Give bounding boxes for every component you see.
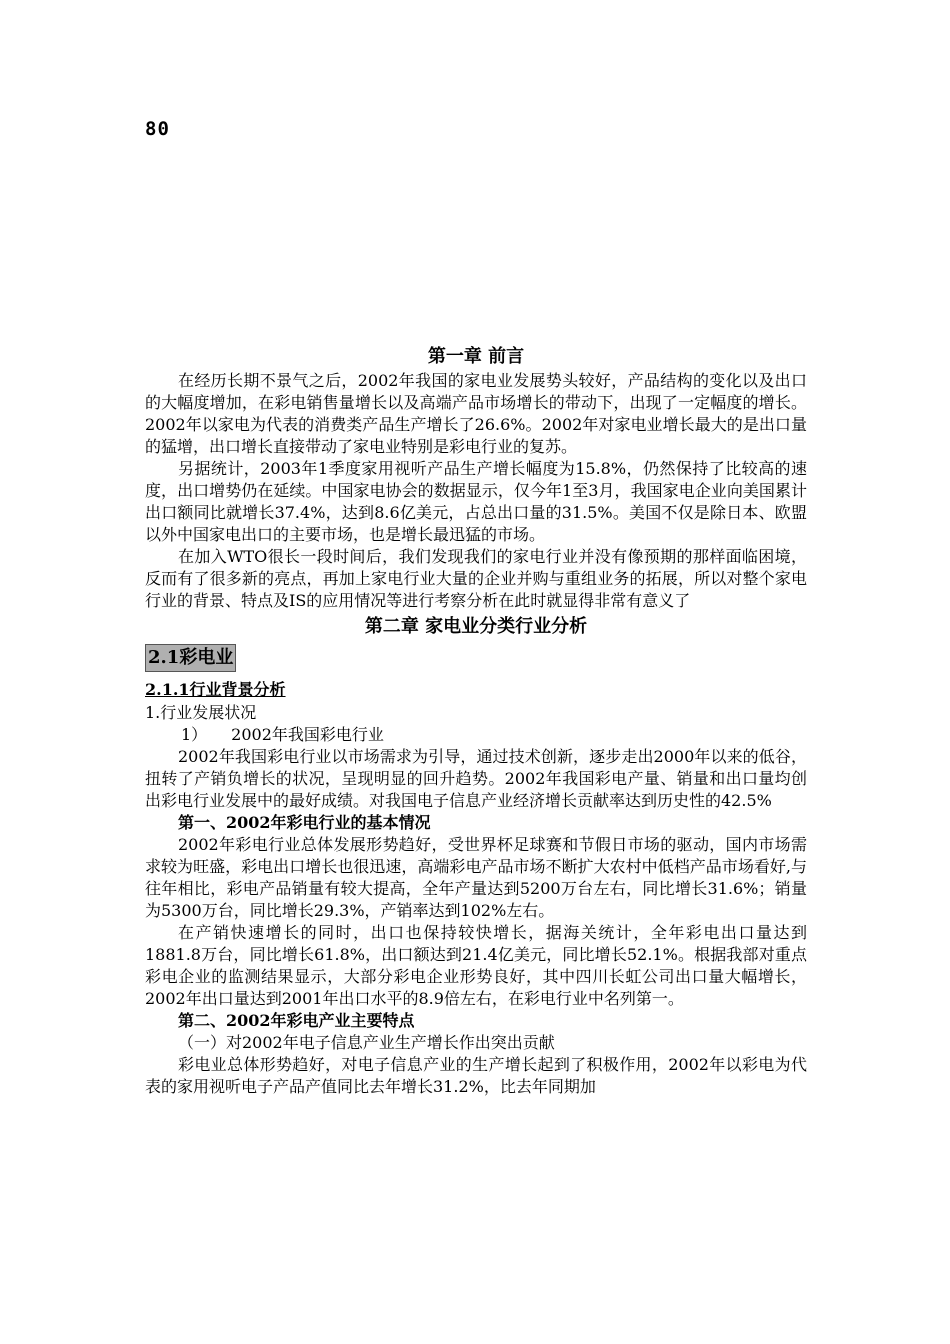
list-item-b1: （一）对2002年电子信息产业生产增长作出突出贡献 — [178, 1033, 555, 1052]
paragraph-1: 2002年我国彩电行业以市场需求为引导，通过技术创新，逐步走出2000年以来的低谷，扭转了产销负增长的状况，呈现明显的回升趋势。2002年我国彩电产量、销量和出口量均创出彩电行业发展中的最好成绩。对我国电子信息产业经济增长贡献率达到历史性的42.5% — [145, 747, 807, 810]
section-heading: 2.1彩电业 — [145, 644, 236, 672]
section-heading-wrapper — [145, 644, 807, 672]
chapter2-title: 第二章 家电业分类行业分析 — [364, 616, 588, 637]
document-body — [145, 344, 807, 1098]
heading-main-features: 第二、2002年彩电产业主要特点 — [178, 1011, 415, 1030]
heading-basic-situation: 第一、2002年彩电行业的基本情况 — [178, 813, 431, 832]
paragraph-4: 彩电业总体形势趋好，对电子信息产业的生产增长起到了积极作用，2002年以彩电为代表的家用视听电子产品产值同比去年增长31.2%，比去年同期加 — [145, 1055, 807, 1096]
chapter1-paragraph-1: 在经历长期不景气之后，2002年我国的家电业发展势头较好，产品结构的变化以及出口的大幅度增加，在彩电销售量增长以及高端产品市场增长的带动下，出现了一定幅度的增长。2002年以家电为代表的消费类产品生产增长了26.6%。2002年对家电业增长最大的是出口量的猛增，出口增长直接带动了家电业特别是彩电行业的复苏。 — [145, 371, 807, 456]
chapter1-paragraph-2: 另据统计，2003年1季度家用视听产品生产增长幅度为15.8%，仍然保持了比较高的速度，出口增势仍在延续。中国家电协会的数据显示，仅今年1至3月，我国家电企业向美国累计出口额同比就增长37.4%，达到8.6亿美元，占总出口量的31.5%。美国不仅是除日本、欧盟以外中国家电出口的主要市场，也是增长最迅猛的市场。 — [145, 459, 807, 544]
paragraph-3: 在产销快速增长的同时，出口也保持较快增长，据海关统计，全年彩电出口量达到1881.8万台，同比增长61.8%，出口额达到21.4亿美元，同比增长52.1%。根据我部对重点彩电企业的监测结果显示，大部分彩电企业形势良好，其中四川长虹公司出口量大幅增长，2002年出口量达到2001年出口水平的8.9倍左右，在彩电行业中名列第一。 — [145, 923, 807, 1008]
chapter1-paragraph-3: 在加入WTO很长一段时间后，我们发现我们的家电行业并没有像预期的那样面临困境，反而有了很多新的亮点，再加上家电行业大量的企业并购与重组业务的拓展，所以对整个家电行业的背景、特点及IS的应用情况等进行考察分析在此时就显得非常有意义了 — [145, 547, 807, 610]
page-number: 80 — [145, 118, 170, 140]
chapter1-title: 第一章 前言 — [427, 346, 525, 367]
subsection-heading: 2.1.1行业背景分析 — [145, 680, 286, 699]
list-subitem-1: 1） 2002年我国彩电行业 — [181, 725, 384, 744]
paragraph-2: 2002年彩电行业总体发展形势趋好，受世界杯足球赛和节假日市场的驱动，国内市场需求较为旺盛，彩电出口增长也很迅速，高端彩电产品市场不断扩大农村中低档产品市场看好,与往年相比，彩电产品销量有较大提高，全年产量达到5200万台左右，同比增长31.6%；销量为5300万台，同比增长29.3%，产销率达到102%左右。 — [145, 835, 807, 920]
list-item-1: 1.行业发展状况 — [145, 703, 257, 722]
